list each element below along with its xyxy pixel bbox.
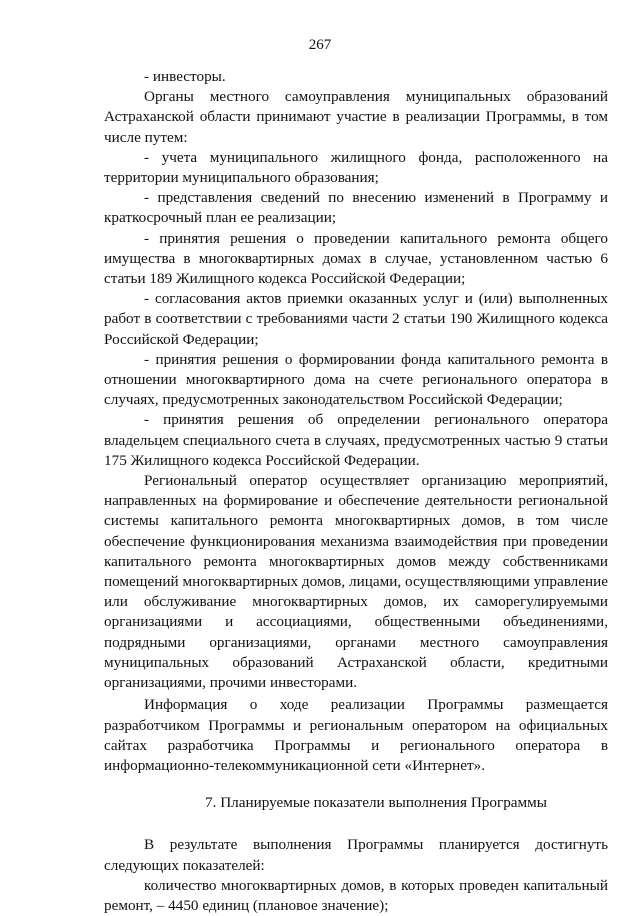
paragraph: - учета муниципального жилищного фонда, расположенного на территории муниципального образования;: [104, 148, 608, 187]
paragraph: - согласования актов приемки оказанных услуг и (или) выполненных работ в соответствии с требованиями части 2 статьи 190 Жилищного кодекса Российской Федерации;: [104, 290, 608, 348]
section-title: 7. Планируемые показатели выполнения Программы: [205, 794, 547, 812]
page-number: 267: [308, 37, 332, 53]
paragraph: В результате выполнения Программы планируется достигнуть следующих показателей:: [104, 836, 608, 874]
paragraph: - инвесторы.: [144, 68, 226, 85]
paragraph: - принятия решения о формировании фонда капитального ремонта в отношении многоквартирного дома на счете регионального оператора в случаях, предусмотренных законодательством Российской Федерации;: [104, 350, 608, 409]
paragraph: - принятия решения об определении регионального оператора владельцем специального счета в случаях, предусмотренных частью 9 статьи 175 Жилищного кодекса Российской Федерации.: [104, 411, 608, 469]
paragraph: Информация о ходе реализации Программы размещается разработчиком Программы и региональным оператором на официальных сайтах разработчика Программы и регионального оператора в информационно-телекоммуникационной сети «Интернет».: [104, 696, 608, 774]
paragraph: Органы местного самоуправления муниципальных образований Астраханской области принимают участие в реализации Программы, в том числе путем:: [104, 88, 608, 146]
paragraph: - принятия решения о проведении капитального ремонта общего имущества в многоквартирных домах в случае, установленном частью 6 статьи 189 Жилищного кодекса Российской Федерации;: [104, 229, 608, 288]
document-body: [104, 67, 608, 916]
paragraph: количество многоквартирных домов, в которых проведен капитальный ремонт, – 4450 единиц (плановое значение);: [104, 876, 608, 914]
paragraph: - представления сведений по внесению изменений в Программу и краткосрочный план ее реализации;: [104, 189, 608, 227]
paragraph: Региональный оператор осуществляет организацию мероприятий, направленных на формирование и обеспечение деятельности региональной системы капитального ремонта многоквартирных домов, в том числе обеспечение функционирования механизма взаимодействия при проведении капитального ремонта многоквартирных домов между собственниками помещений многоквартирных домов, лицами, осуществляющими управление или обслуживание многоквартирных домов, их саморегулируемыми организациями и ассоциациями, общественными объединениями, подрядными организациями, органами местного самоуправления муниципальных образований Астраханской области, кредитными организациями, прочими инвесторами.: [104, 472, 608, 692]
